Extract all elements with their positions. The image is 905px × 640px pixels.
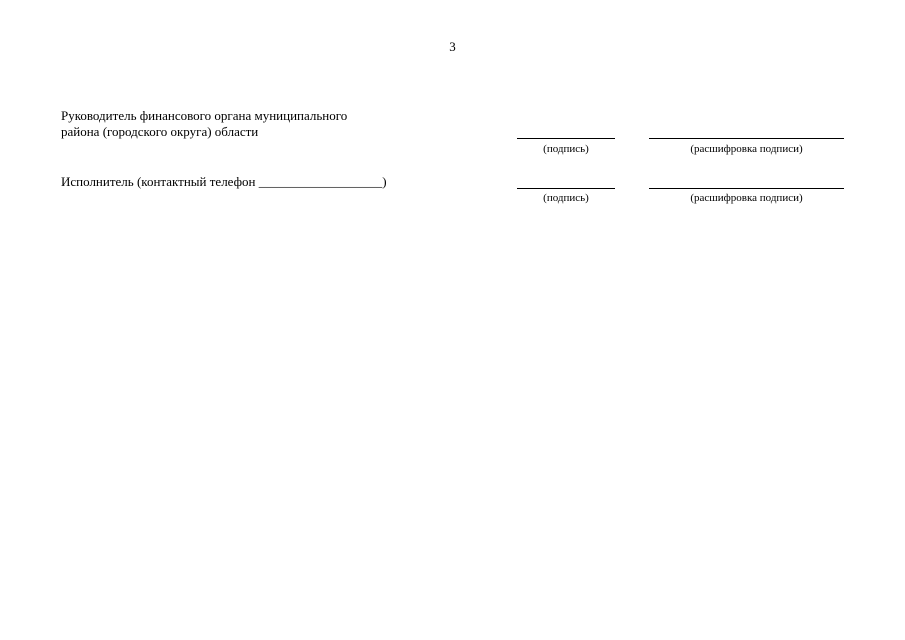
head-decoding-line [649, 138, 844, 139]
head-signature-caption: (подпись) [543, 143, 589, 155]
head-decoding-caption: (расшифровка подписи) [690, 143, 803, 155]
page-number: 3 [449, 39, 456, 54]
executor-decoding-caption: (расшифровка подписи) [690, 192, 803, 204]
executor-label: Исполнитель (контактный телефон ___________________) [61, 174, 387, 189]
head-signatory-line1: Руководитель финансового органа муниципального [61, 108, 348, 123]
executor-signature-caption: (подпись) [543, 192, 589, 204]
executor-decoding-line [649, 188, 844, 189]
executor-signature-line [517, 188, 615, 189]
head-signature-line [517, 138, 615, 139]
head-signatory-label [61, 108, 347, 139]
head-signatory-line2: района (городского округа) области [61, 123, 259, 139]
